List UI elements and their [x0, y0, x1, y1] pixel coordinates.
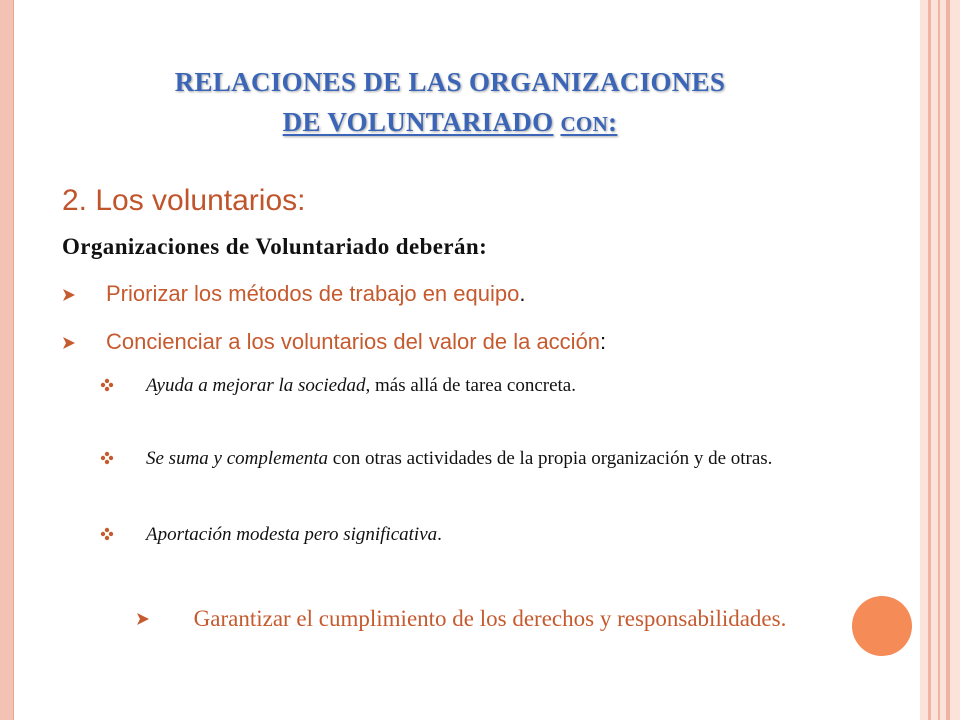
bullet-text: Priorizar los métodos de trabajo en equipo	[106, 281, 520, 306]
title-line-2	[70, 102, 830, 144]
decorative-circle	[852, 596, 912, 656]
arrow-bullet-icon	[136, 612, 150, 626]
title-line-2-main: DE VOLUNTARIADO	[282, 107, 554, 137]
arrow-bullet-icon	[62, 288, 76, 302]
bullet-text: Concienciar a los voluntarios del valor de la acción	[106, 329, 601, 354]
sub-bullet-normal: , más allá de tarea concreta.	[365, 375, 576, 396]
sub-bullet-item	[100, 521, 870, 549]
title-line-1: RELACIONES DE LAS ORGANIZACIONES	[174, 67, 726, 97]
arrow-bullet-icon	[62, 336, 76, 350]
bullet-punct: .	[519, 281, 526, 306]
sub-bullet-normal: .	[437, 524, 442, 545]
sub-bullet-item	[100, 372, 870, 400]
title-line-2-small: CON	[560, 112, 609, 136]
bullet-punct: :	[600, 329, 607, 354]
sub-bullet-item	[100, 445, 870, 473]
sub-bullet-italic: Aportación modesta pero significativa	[146, 524, 438, 545]
final-bullet	[130, 600, 850, 638]
bullet-item	[62, 281, 882, 307]
final-bullet-text: Garantizar el cumplimiento de los derechos y responsabilidades.	[193, 606, 787, 631]
diamond-bullet-icon	[100, 378, 114, 392]
slide-title	[70, 62, 830, 144]
left-frame-line	[13, 0, 14, 720]
left-frame-bar	[0, 0, 13, 720]
sub-bullet-italic: Ayuda a mejorar la sociedad	[146, 375, 366, 396]
sub-bullet-italic: Se suma y complementa	[146, 448, 329, 469]
bullet-item	[62, 329, 882, 355]
lead-text: Organizaciones de Voluntariado deberán:	[62, 234, 488, 259]
title-line-2-colon: :	[608, 107, 618, 137]
section-heading: 2. Los voluntarios:	[62, 184, 306, 217]
diamond-bullet-icon	[100, 451, 114, 465]
diamond-bullet-icon	[100, 527, 114, 541]
sub-bullet-normal: con otras actividades de la propia organización y de otras.	[328, 448, 773, 469]
right-frame	[920, 0, 960, 720]
